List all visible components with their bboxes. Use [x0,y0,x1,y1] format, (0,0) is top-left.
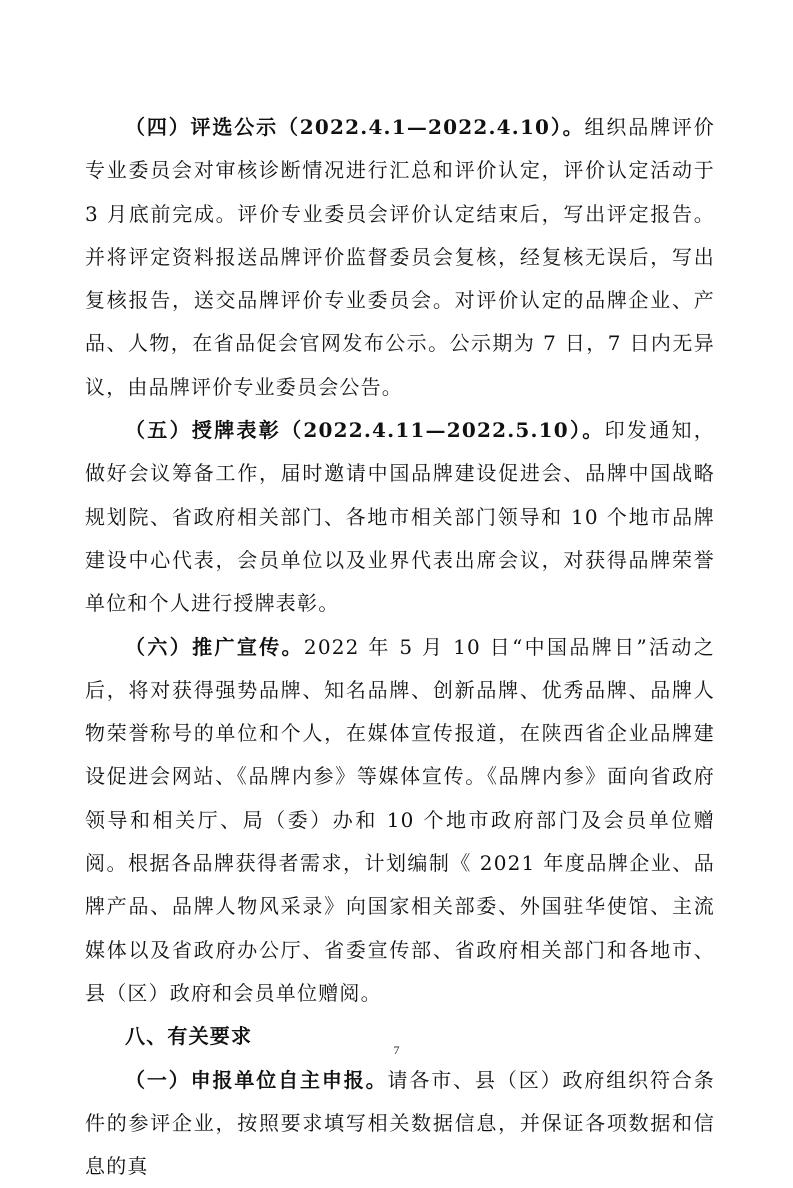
section-heading: 八、有关要求 [125,1024,253,1049]
paragraph-selection-announcement [85,106,715,409]
paragraph-award-ceremony [85,409,715,625]
paragraph-promotion [85,626,715,1016]
paragraph-text: 印发通知，做好会议筹备工作，届时邀请中国品牌建设促进会、品牌中国战略规划院、省政府相关部门、各地市相关部门领导和 10 个地市品牌建设中心代表，会员单位以及业界代表出席会议，对获得品牌荣誉单位和个人进行授牌表彰。 [85,418,715,616]
paragraph-self-declaration [85,1059,715,1188]
paragraph-lead: （一）申报单位自主申报。 [125,1067,388,1092]
paragraph-lead: （四）评选公示（2022.4.1—2022.4.10）。 [125,115,585,139]
paragraph-lead: （六）推广宣传。 [125,634,304,659]
paragraph-lead: （五）授牌表彰（2022.4.11—2022.5.10）。 [125,418,605,443]
paragraph-text: 2022 年 5 月 10 日“中国品牌日”活动之后，将对获得强势品牌、知名品牌、创新品牌、优秀品牌、品牌人物荣誉称号的单位和个人，在媒体宣传报道，在陕西省企业品牌建设促进会网站、《品牌内参》等媒体宣传。《品牌内参》面向省政府领导和相关厅、局（委）办和 10 个地市政府部门及会员单位赠阅。根据各品牌获得者需求，计划编制《 2021 年度品牌企业、品牌产品、品牌人物风采录》向国家相关部委、外国驻华使馆、主流媒体以及省政府办公厅、省委宣传部、省政府相关部门和各地市、县（区）政府和会员单位赠阅。 [85,634,715,1005]
paragraph-text: 请各市、县（区）政府组织符合条件的参评企业，按照要求填写相关数据信息，并保证各项数据和信息的真 [85,1067,716,1179]
paragraph-text: 组织品牌评价专业委员会对审核诊断情况进行汇总和评价认定，评价认定活动于 3 月底前完成。评价专业委员会评价认定结束后，写出评定报告。并将评定资料报送品牌评价监督委员会复核，经复核无误后，写出复核报告，送交品牌评价专业委员会。对评价认定的品牌企业、产品、人物，在省品促会官网发布公示。公示期为 7 日，7 日内无异议，由品牌评价专业委员会公告。 [85,115,715,399]
document-body [85,106,715,1188]
page-number: 7 [393,1043,400,1057]
